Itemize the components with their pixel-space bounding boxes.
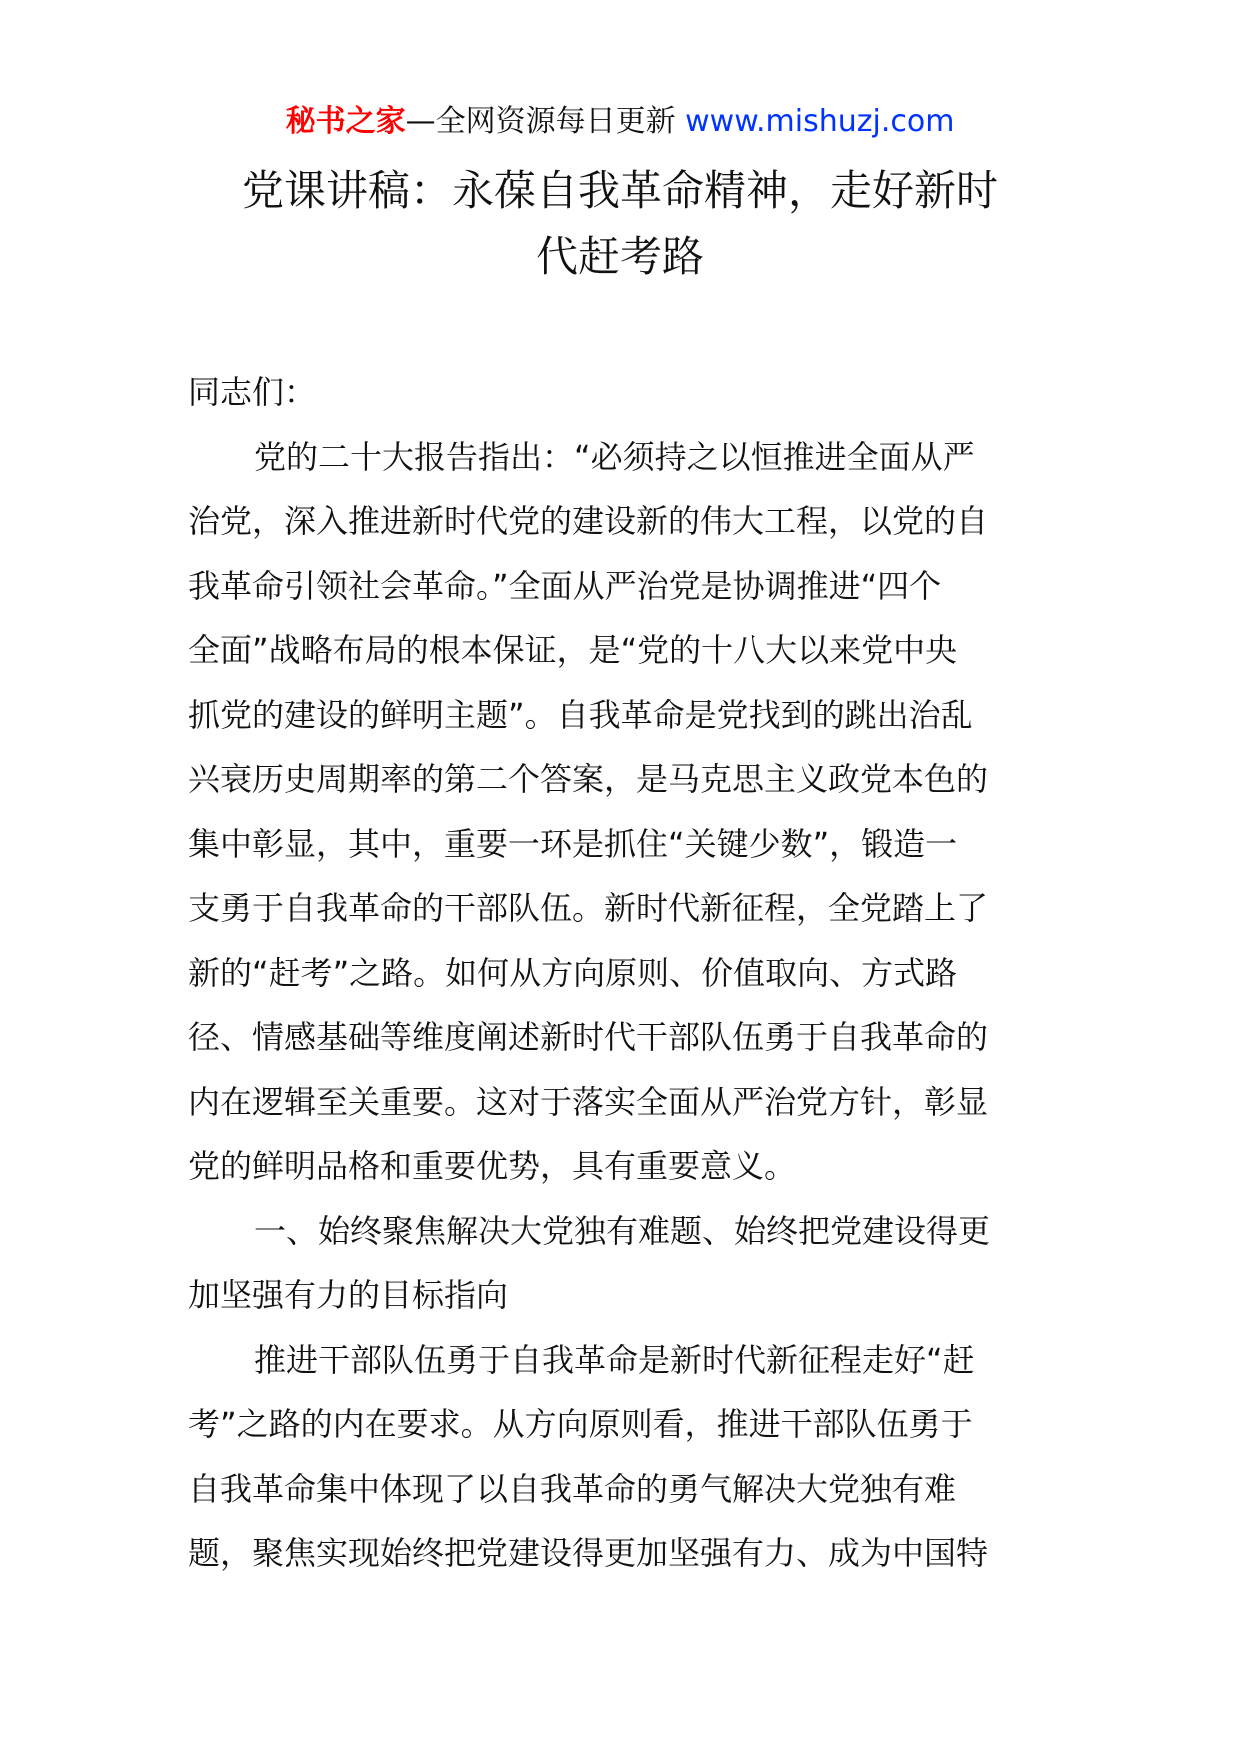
- title-line-2: 代赶考路: [535, 232, 704, 281]
- paragraph-line: 自我革命集中体现了以自我革命的勇气解决大党独有难: [188, 1469, 957, 1508]
- paragraph-line: 新的“赶考”之路。如何从方向原则、价值取向、方式路: [188, 953, 958, 992]
- site-header: [0, 100, 1240, 144]
- header-tagline: —全网资源每日更新: [405, 104, 686, 139]
- paragraph-line: 我革命引领社会革命。”全面从严治党是协调推进“四个: [188, 566, 942, 605]
- paragraph-line: 治党，深入推进新时代党的建设新的伟大工程，以党的自: [188, 502, 989, 540]
- section-heading-line: 一、始终聚焦解决大党独有难题、始终把党建设得更: [254, 1211, 991, 1250]
- paragraph-line: 全面”战略布局的根本保证，是“党的十八大以来党中央: [188, 631, 958, 669]
- paragraph-line: 考”之路的内在要求。从方向原则看，推进干部队伍勇于: [188, 1405, 973, 1443]
- paragraph-line: 集中彰显，其中，重要一环是抓住“关键少数”，锻造一: [188, 824, 958, 863]
- paragraph-line: 党的二十大报告指出：“必须持之以恒推进全面从严: [254, 437, 975, 476]
- paragraph-line: 径、情感基础等维度阐述新时代干部队伍勇于自我革命的: [188, 1018, 989, 1056]
- paragraph-line: 抓党的建设的鲜明主题”。自我革命是党找到的跳出治乱: [188, 695, 973, 734]
- paragraph-line: 党的鲜明品格和重要优势，具有重要意义。: [188, 1147, 797, 1185]
- paragraph-line: 支勇于自我革命的干部队伍。新时代新征程，全党踏上了: [188, 889, 989, 927]
- brand-name: 秘书之家: [285, 104, 406, 139]
- title-line-1: 党课讲稿：永葆自我革命精神，走好新时: [241, 166, 998, 215]
- document-title: [160, 158, 1080, 290]
- paragraph-line: 内在逻辑至关重要。这对于落实全面从严治党方针，彰显: [188, 1082, 989, 1121]
- paragraph-line: 题，聚焦实现始终把党建设得更加坚强有力、成为中国特: [188, 1534, 989, 1572]
- greeting: 同志们：: [188, 373, 317, 411]
- paragraph-line: 推进干部队伍勇于自我革命是新时代新征程走好“赶: [254, 1340, 975, 1379]
- paragraph-line: 兴衰历史周期率的第二个答案，是马克思主义政党本色的: [188, 760, 989, 798]
- document-body: [188, 360, 1056, 1586]
- section-heading-line: 加坚强有力的目标指向: [188, 1276, 509, 1314]
- site-url-link[interactable]: www.mishuzj.com: [685, 104, 955, 139]
